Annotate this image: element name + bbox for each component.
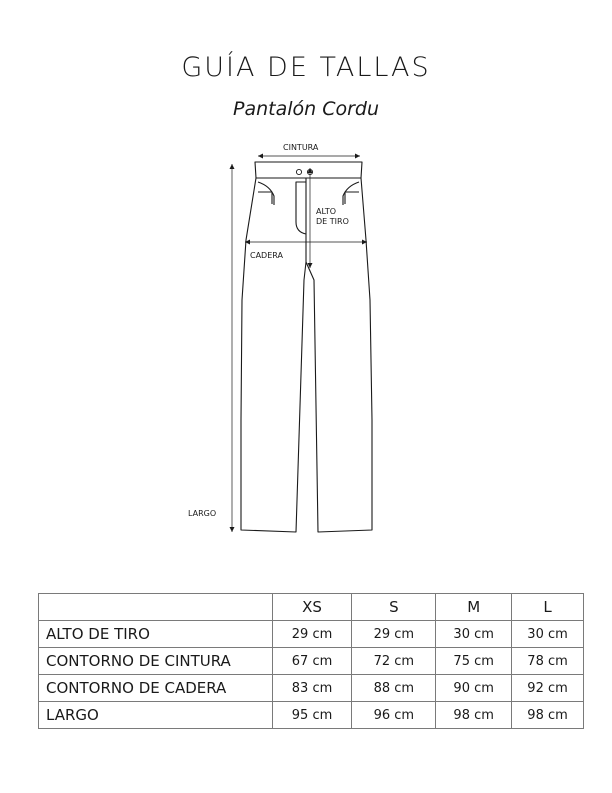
label-largo: LARGO bbox=[188, 509, 217, 518]
table-header-cell: L bbox=[512, 594, 584, 621]
table-cell: 98 cm bbox=[512, 702, 584, 729]
table-cell: 30 cm bbox=[436, 621, 512, 648]
page-title: GUÍA DE TALLAS bbox=[181, 52, 431, 83]
row-label: LARGO bbox=[39, 702, 273, 729]
table-cell: 29 cm bbox=[352, 621, 436, 648]
label-alto-de-tiro: ALTO bbox=[316, 207, 337, 216]
table-cell: 98 cm bbox=[436, 702, 512, 729]
table-row bbox=[39, 621, 584, 648]
row-label: CONTORNO DE CADERA bbox=[39, 675, 273, 702]
table-cell: 30 cm bbox=[512, 621, 584, 648]
table-row bbox=[39, 675, 584, 702]
label-cintura: CINTURA bbox=[283, 143, 319, 152]
table-header-cell: XS bbox=[272, 594, 352, 621]
table-header-cell: M bbox=[436, 594, 512, 621]
table-cell: 95 cm bbox=[272, 702, 352, 729]
table-cell: 78 cm bbox=[512, 648, 584, 675]
table-cell: 88 cm bbox=[352, 675, 436, 702]
table-header-row bbox=[39, 594, 584, 621]
label-alto-de-tiro-2: DE TIRO bbox=[316, 217, 349, 226]
table-cell: 72 cm bbox=[352, 648, 436, 675]
label-cadera: CADERA bbox=[250, 251, 283, 260]
table-header-cell bbox=[39, 594, 273, 621]
table-header-cell: S bbox=[352, 594, 436, 621]
table-cell: 96 cm bbox=[352, 702, 436, 729]
table-row bbox=[39, 648, 584, 675]
table-row bbox=[39, 702, 584, 729]
table-cell: 83 cm bbox=[272, 675, 352, 702]
product-subtitle: Pantalón Cordu bbox=[232, 98, 380, 120]
table-cell: 67 cm bbox=[272, 648, 352, 675]
table-cell: 92 cm bbox=[512, 675, 584, 702]
size-table bbox=[38, 593, 584, 729]
row-label: ALTO DE TIRO bbox=[39, 621, 273, 648]
table-cell: 90 cm bbox=[436, 675, 512, 702]
table-cell: 29 cm bbox=[272, 621, 352, 648]
table-cell: 75 cm bbox=[436, 648, 512, 675]
row-label: CONTORNO DE CINTURA bbox=[39, 648, 273, 675]
